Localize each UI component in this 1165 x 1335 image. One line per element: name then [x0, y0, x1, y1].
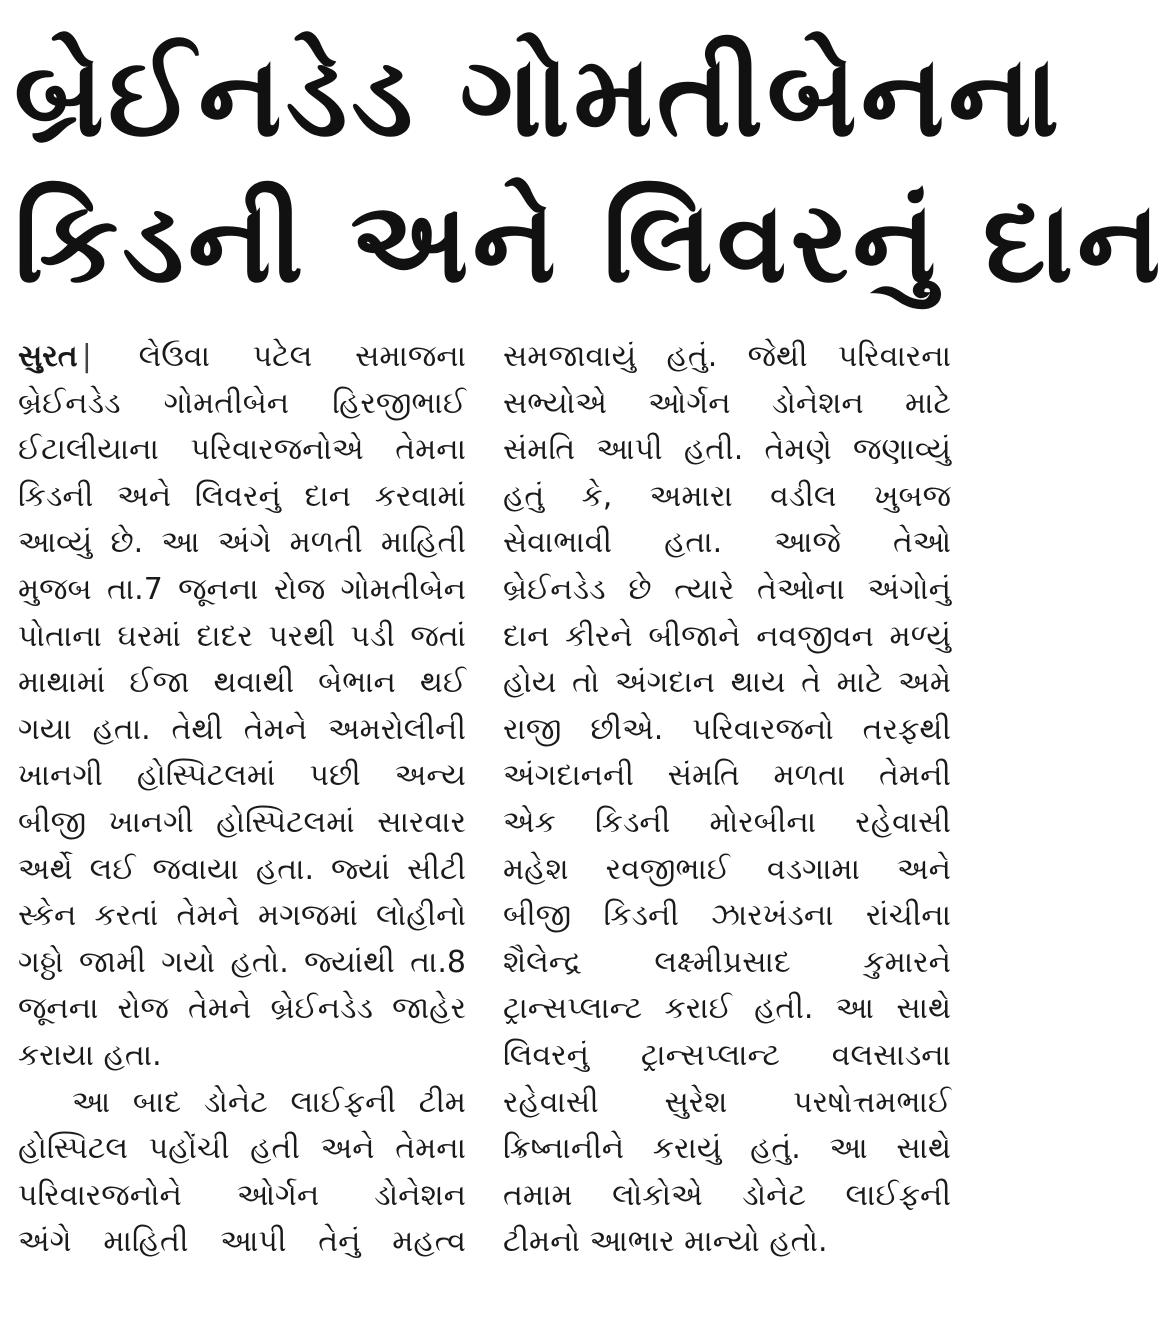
article-line: ગઠ્ઠો જામી ગયો હતો. જ્યાંથી તા.8	[18, 944, 466, 980]
article-line: માથામાં ઈજા થવાથી બેભાન થઈ	[18, 665, 466, 701]
article-line: હોસ્પિટલ પહોંચી હતી અને તેમના	[18, 1131, 466, 1167]
article-right-column	[503, 334, 951, 1266]
article-line: રાજી છીએ. પરિવારજનો તરફથી	[503, 711, 951, 747]
article-line: સભ્યોએ ઓર્ગન ડોનેશન માટે	[503, 385, 951, 421]
article-line: ક્રિષ્નાનીને કરાયું હતું. આ સાથે	[503, 1131, 951, 1167]
article-line: સંમતિ આપી હતી. તેમણે જણાવ્યું	[503, 432, 951, 468]
article-line: પોતાના ઘરમાં દાદર પરથી પડી જતાં	[18, 618, 466, 654]
dateline-separator: |	[81, 339, 92, 374]
article-line: સ્કેન કરતાં તેમને મગજમાં લોહીનો	[18, 898, 466, 934]
article-line: આ બાદ ડોનેટ લાઈફની ટીમ	[72, 1084, 466, 1120]
article-line: તમામ લોકોએ ડોનેટ લાઈફની	[503, 1177, 951, 1213]
dateline: સુરત	[18, 339, 78, 374]
article-line: મુજબ તા.7 જૂનના રોજ ગોમતીબેન	[18, 571, 466, 607]
article-line: બ્રેઈનડેડ છે ત્યારે તેઓના અંગોનું	[503, 571, 951, 607]
article-line: એક કિડની મોરબીના રહેવાસી	[503, 804, 951, 840]
article-line	[18, 334, 466, 381]
article-line: અંગદાનની સંમતિ મળતા તેમની	[503, 758, 951, 794]
article-line: ટીમનો આભાર માન્યો હતો.	[503, 1224, 828, 1260]
article-line: રહેવાસી સુરેશ પરષોત્તમભાઈ	[503, 1084, 951, 1120]
headline-line-2: કિડની અને લિવરનું દાન	[14, 178, 1165, 308]
article-line: હોય તો અંગદાન થાય તે માટે અમે	[503, 665, 951, 701]
article-line: બીજી કિડની ઝારખંડના રાંચીના	[503, 898, 951, 934]
article-line: મહેશ રવજીભાઈ વડગામા અને	[503, 851, 951, 887]
article-line: બીજી ખાનગી હોસ્પિટલમાં સારવાર	[18, 804, 466, 840]
article-line: ઈટાલીયાના પરિવારજનોએ તેમના	[18, 432, 466, 468]
article-line: પરિવારજનોને ઓર્ગન ડોનેશન	[18, 1177, 466, 1213]
article-line: ટ્રાન્સપ્લાન્ટ કરાઈ હતી. આ સાથે	[503, 991, 951, 1027]
article-line: જૂનના રોજ તેમને બ્રેઈનડેડ જાહેર	[18, 991, 466, 1027]
article-line: ગયા હતા. તેથી તેમને અમરોલીની	[18, 711, 466, 747]
article-line: દાન કીરને બીજાને નવજીવન મળ્યું	[503, 618, 951, 654]
article-line: ખાનગી હોસ્પિટલમાં પછી અન્ય	[18, 758, 466, 794]
article-line: કરાયા હતા.	[18, 1037, 162, 1073]
article-line: સેવાભાવી હતા. આજે તેઓ	[503, 525, 951, 561]
article-line: સમજાવાયું હતું. જેથી પરિવારના	[503, 339, 951, 374]
article-line: અર્થે લઈ જવાયા હતા. જ્યાં સીટી	[18, 851, 466, 887]
article-line: બ્રેઈનડેડ ગોમતીબેન હિરજીભાઈ	[18, 385, 466, 421]
headline-line-1: બ્રેઈનડેડ ગોમતીબેનના	[14, 32, 1064, 162]
article-line-text: લેઉવા પટેલ સમાજના	[138, 339, 466, 374]
article-line: આવ્યું છે. આ અંગે મળતી માહિતી	[18, 525, 466, 561]
article-line: શૈલેન્દ્ર લક્ષ્મીપ્રસાદ કુમારને	[503, 944, 951, 980]
article-line: અંગે માહિતી આપી તેનું મહત્વ	[18, 1224, 466, 1260]
article-left-column	[18, 334, 466, 1266]
article-line: હતું કે, અમારા વડીલ ખુબજ	[503, 478, 951, 514]
article-line: કિડની અને લિવરનું દાન કરવામાં	[18, 478, 466, 514]
article-line: લિવરનું ટ્રાન્સપ્લાન્ટ વલસાડના	[503, 1037, 951, 1073]
